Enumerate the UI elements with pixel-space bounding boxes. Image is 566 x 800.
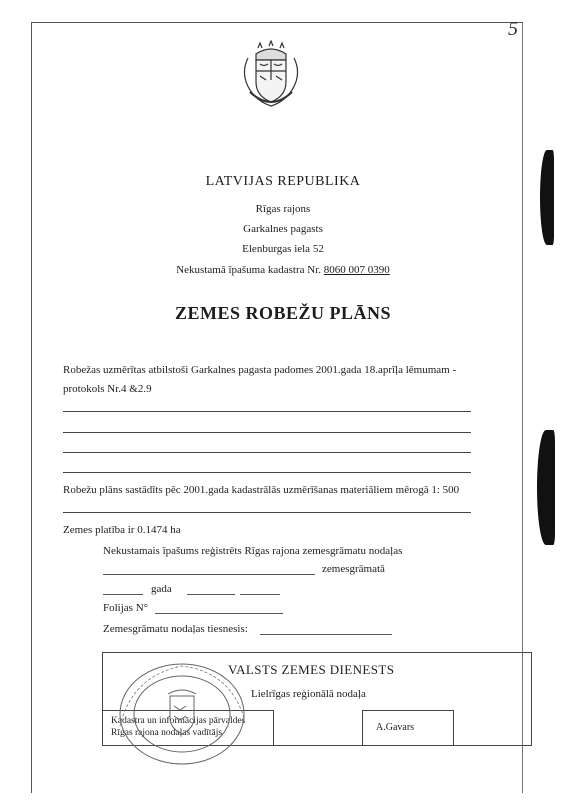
scale-text: Robežu plāns sastādīts pēc 2001.gada kadastrālās uzmērīšanas materiāliem mērogā 1: 500 (63, 484, 460, 496)
cadastre-label: Nekustamā īpašuma kadastra Nr. (176, 264, 322, 276)
blank-line (63, 452, 471, 453)
basis-text-line1: Robežas uzmērītas atbilstoši Garkalnes pagasta padomes 2001.gada 18.aprīļa lēmumam - (63, 364, 457, 376)
signer-name: A.Gavars (376, 722, 415, 733)
official-seal-icon (112, 656, 252, 768)
basis-text-line2: protokols Nr.4 &2.9 (63, 383, 152, 395)
document-title: ZEMES ROBEŽU PLĀNS (174, 303, 392, 323)
cadastre-line (0, 264, 566, 276)
date-field-line-b (240, 594, 280, 595)
land-book-label: zemesgrāmatā (322, 563, 385, 575)
page-number-mark: 5 (508, 18, 518, 40)
office-line2: Rīgas rajona nodaļas vadītājs (111, 728, 223, 738)
cadastre-number: 8060 007 0390 (323, 264, 390, 276)
registered-text: Nekustamais īpašums reģistrēts Rīgas rajona zemesgrāmatu nodaļas (103, 545, 403, 557)
folio-label: Folijas N° (103, 602, 149, 614)
judge-field-line (260, 634, 392, 635)
scan-shadow-bottom (537, 430, 555, 545)
date-field-line-a (187, 594, 235, 595)
blank-line (63, 432, 471, 433)
blank-line (63, 512, 471, 513)
judge-label: Zemesgrāmatu nodaļas tiesnesis: (103, 623, 248, 635)
blank-line (63, 472, 471, 473)
area-text: Zemes platība ir 0.1474 ha (63, 524, 181, 536)
coat-of-arms-icon (238, 40, 304, 110)
office-line1: Kadastra un informācijas pārvaldes (111, 716, 246, 726)
folio-field-line (155, 613, 283, 614)
year-field-line (103, 594, 143, 595)
district-text: Rīgas rajons (255, 203, 311, 215)
parish-text: Garkalnes pagasts (243, 223, 323, 235)
blank-line (63, 411, 471, 412)
agency-name: VALSTS ZEMES DIENESTS (228, 662, 395, 677)
address-text: Elenburgas iela 52 (242, 243, 324, 255)
land-book-field-line (103, 574, 315, 575)
year-label: gada (151, 583, 172, 595)
agency-department: Lielrīgas reģionālā nodaļa (251, 688, 366, 700)
country-heading: LATVIJAS REPUBLIKA (205, 174, 361, 189)
